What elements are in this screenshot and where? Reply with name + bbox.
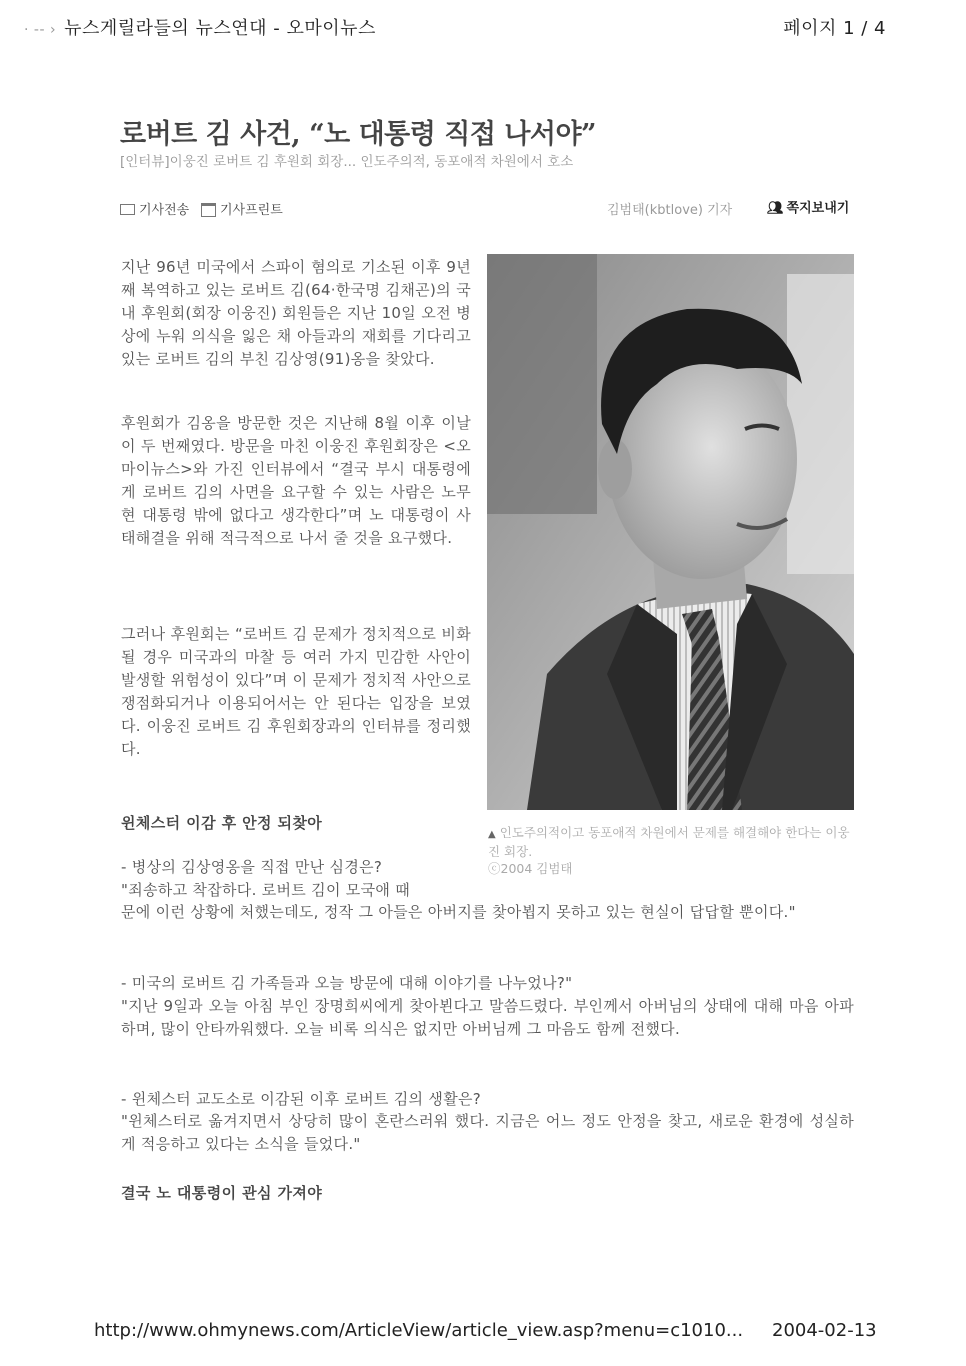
send-article-label: 기사전송: [139, 203, 190, 218]
section-subheading: 윈체스터 이감 후 안정 되찾아: [121, 814, 323, 832]
portrait-photo-illustration: [487, 254, 854, 810]
footer-date: 2004-02-13: [772, 1320, 877, 1341]
article-paragraph: 후원회가 김옹을 방문한 것은 지난해 8월 이후 이날이 두 번째였다. 방문을 마친 이웅진 후원회장은 <오마이뉴스>와 가진 인터뷰에서 “결국 부시 대통령에게 로버트 김의 사면을 요구할 수 있는 사람은 노무현 대통령 밖에 없다고 생각한다”며 노 대통령이 사태해결을 위해 적극적으로 나서 줄 것을 요구했다.: [121, 414, 471, 547]
footer-url: http://www.ohmynews.com/ArticleView/article_view.asp?menu=c1010...: [94, 1320, 744, 1341]
interview-answer: "윈체스터로 옮겨지면서 상당히 많이 혼란스러워 했다. 지금은 어느 정도 안정을 찾고, 새로운 환경에 성실하게 적응하고 있다는 소식을 들었다.": [121, 1112, 854, 1153]
article-subtitle: [인터뷰]이웅진 로버트 김 후원회 회장... 인도주의적, 동포애적 차원에서 호소: [120, 154, 574, 170]
people-icon: 👥︎: [767, 201, 784, 216]
page-title-text: 뉴스게릴라들의 뉴스연대 - 오마이뉴스: [64, 18, 376, 39]
send-article-link[interactable]: [120, 199, 189, 218]
interview-answer: "지난 9일과 오늘 아침 부인 장명희씨에게 찾아뵌다고 말씀드렸다. 부인께서 아버님의 상태에 대해 마음 아파하며, 많이 안타까워했다. 오늘 비록 의식은 없지만 아버님께 그 마음도 함께 전했다.: [121, 997, 854, 1038]
article-title: 로버트 김 사건, “노 대통령 직접 나서야”: [120, 119, 597, 150]
section-subheading: 결국 노 대통령이 관심 가져야: [121, 1184, 323, 1202]
reporter-byline: 김범태(kbtlove) 기자: [607, 203, 733, 218]
send-note-link[interactable]: [767, 197, 849, 216]
photo-caption-text: 인도주의적이고 동포애적 차원에서 문제를 해결해야 한다는 이웅진 회장.: [488, 825, 850, 859]
printer-icon: [201, 203, 216, 217]
page-number: 페이지 1 / 4: [783, 18, 886, 39]
article-paragraph: 그러나 후원회는 “로버트 김 문제가 정치적으로 비화될 경우 미국과의 마찰 등 여러 가지 민감한 사안이 발생할 위험성이 있다”며 이 문제가 정치적 사안으로 쟁점화되거나 이용되어서는 안 된다는 입장을 보였다. 이웅진 로버트 김 후원회장과의 인터뷰를 정리했다.: [121, 625, 471, 758]
interview-question: - 윈체스터 교도소로 이감된 이후 로버트 김의 생활은?: [121, 1090, 482, 1108]
triangle-up-icon: ▲: [488, 829, 496, 840]
send-note-label: 쪽지보내기: [786, 201, 850, 216]
browser-page-title: [24, 14, 376, 40]
interview-answer: 문에 이런 상황에 처했는데도, 정작 그 아들은 아버지를 찾아뵙지 못하고 있는 현실이 답답할 뿐이다.": [121, 903, 796, 921]
interview-question: - 병상의 김상영옹을 직접 만난 심경은?: [121, 858, 383, 876]
photo-caption: [488, 824, 853, 877]
envelope-icon: [120, 204, 135, 215]
print-article-link[interactable]: [201, 199, 283, 218]
arrow-icon: · -- ›: [24, 22, 57, 38]
interview-question: - 미국의 로버트 김 가족들과 오늘 방문에 대해 이야기를 나누었나?": [121, 974, 573, 992]
interview-answer-start: "죄송하고 착잡하다. 로버트 김이 모국애 때: [121, 881, 411, 899]
article-paragraph: 지난 96년 미국에서 스파이 혐의로 기소된 이후 9년째 복역하고 있는 로버트 김(64·한국명 김채곤)의 국내 후원회(회장 이웅진) 회원들은 지난 10일 오전 병상에 누워 의식을 잃은 채 아들과의 재회를 기다리고 있는 로버트 김의 부친 김상영(91)옹을 찾았다.: [121, 258, 471, 368]
print-article-label: 기사프린트: [220, 203, 283, 218]
photo-credit: ⓒ2004 김범태: [488, 861, 573, 876]
article-photo: [487, 254, 854, 810]
